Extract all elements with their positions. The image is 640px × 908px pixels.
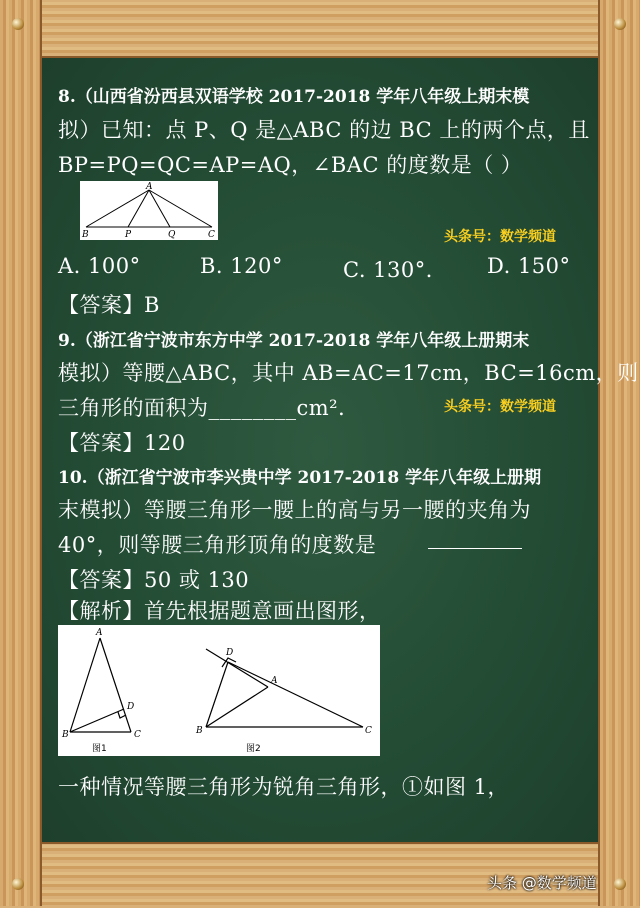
fig2-label-a: A [271, 676, 278, 686]
fig2-label-c: C [365, 726, 372, 736]
footer-watermark: 头条 @数学频道 [487, 874, 597, 892]
nail-icon [614, 18, 626, 30]
fig1-label-c: C [134, 730, 141, 740]
fig1-caption: 图1 [92, 744, 107, 754]
fig1-label-d: D [127, 702, 135, 712]
q9-unit: cm²． [296, 396, 360, 420]
q8-figure [80, 181, 218, 240]
nail-icon [12, 18, 24, 30]
label-q: Q [168, 230, 176, 240]
fig2-label-d: D [226, 648, 234, 658]
label-c: C [208, 230, 215, 240]
q8-line1: 8.（山西省汾西县双语学校 2017-2018 学年八年级上期末模 [58, 87, 530, 107]
nail-icon [12, 878, 24, 890]
q9-line3 [58, 392, 360, 422]
q10-line2: 末模拟）等腰三角形一腰上的高与另一腰的夹角为 [58, 498, 531, 522]
nail-icon [614, 878, 626, 890]
q9-prefix: 三角形的面积为 [58, 396, 209, 420]
q10-answer: 【答案】50 或 130 [58, 568, 250, 592]
q9-line2: 模拟）等腰△ABC，其中 AB=AC=17cm，BC=16cm，则 [58, 361, 639, 385]
q8-answer: 【答案】B [58, 293, 160, 317]
q9-line1: 9.（浙江省宁波市东方中学 2017-2018 学年八年级上册期末 [58, 331, 530, 351]
q8-option-a: A. 100° [58, 254, 141, 278]
q8-line2: 拟）已知：点 P、Q 是△ABC 的边 BC 上的两个点，且 [58, 118, 590, 142]
label-p: P [125, 230, 132, 240]
label-b: B [82, 230, 89, 240]
label-a: A [146, 182, 153, 192]
fig2-caption: 图2 [246, 744, 261, 754]
fig2-label-b: B [196, 726, 203, 736]
q8-option-c: C. 130°． [343, 258, 448, 282]
watermark: 头条号：数学频道 [444, 229, 556, 245]
frame-top [0, 0, 640, 58]
q8-option-b: B. 120° [200, 254, 283, 278]
fig1-label-b: B [62, 730, 69, 740]
watermark: 头条号：数学频道 [444, 399, 556, 415]
q10-figures [58, 625, 380, 756]
q8-line3: BP=PQ=QC=AP=AQ，∠BAC 的度数是（ ） [58, 153, 523, 177]
q8-option-d: D. 150° [487, 254, 571, 278]
frame-left [0, 0, 42, 906]
q10-last-line: 一种情况等腰三角形为锐角三角形，①如图 1， [58, 775, 510, 799]
frame-right [598, 0, 640, 906]
q10-line1: 10.（浙江省宁波市李兴贵中学 2017-2018 学年八年级上册期 [58, 468, 542, 488]
q9-blank: ________ [208, 396, 297, 420]
fig1-label-a: A [96, 628, 103, 638]
q9-answer: 【答案】120 [58, 431, 186, 455]
q10-line3: 40°，则等腰三角形顶角的度数是 [58, 533, 377, 557]
q10-analysis: 【解析】首先根据题意画出图形， [58, 599, 381, 623]
q10-answer-blank [428, 548, 522, 549]
